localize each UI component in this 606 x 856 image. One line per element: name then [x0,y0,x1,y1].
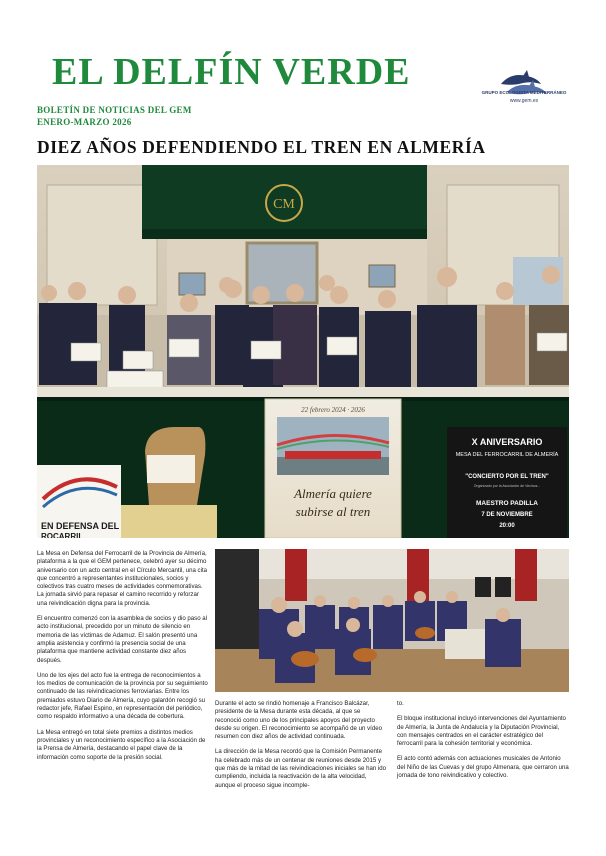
article-paragraph: La Mesa entregó en total siete premios a distintos medios provinciales y un reconocimiento específico a la Asociación de la Prensa de Almería, destacando el papel clave de la información como soporte de la presión social. [37,728,206,761]
article-paragraph: La Mesa en Defensa del Ferrocarril de la Provincia de Almería, plataforma a la que el GEM pertenece, celebró ayer su décimo aniversario con un acto central en el Círculo Mercantil, una cita que concentró a representantes institucionales, socios y colectivos tras cuatro meses de actividades conmemorativas. La jornada sirvió para repasar el camino recorrido y reforzar una reivindicación digna para la provincia. [37,550,208,607]
newsletter-masthead: EL DELFÍN VERDE [52,51,411,93]
main-event-photo [37,165,569,538]
concert-photo-illustration [215,549,569,692]
article-column-2 [215,700,387,797]
article-headline: DIEZ AÑOS DEFENDIENDO EL TREN EN ALMERÍA [37,137,486,157]
event-photo-illustration [37,165,569,538]
article-paragraph: Uno de los ejes del acto fue la entrega de reconocimientos a los medios de comunicación de la provincia por su seguimiento continuado de las reivindicaciones ferroviarias. Entre los premiados estuvo Diario de Almería, cuyo galardón recogió su redactor jefe, Rafael Espino, en representación del periódico, como respaldo informativo a una década de cobertura. [37,671,208,721]
article-column-1 [37,550,209,769]
article-paragraph: El acto contó además con actuaciones musicales de Antonio del Niño de las Cuevas y del grupo Almenara, que cerraron una jornada de tono reivindicativo y colectivo. [397,755,569,780]
article-paragraph: El bloque institucional incluyó intervenciones del Ayuntamiento de Almería, la Junta de Andalucía y la Diputación Provincial, con mensajes centrados en el carácter estratégico del ferrocarril para la cohesión territorial y económica. [397,715,566,748]
bulletin-name: BOLETÍN DE NOTICIAS DEL GEM [37,105,192,115]
left-sign-text-2: ROCARRIL [41,532,84,538]
banner-event: "CONCIERTO POR EL TREN" [465,474,549,480]
left-sign-text: EN DEFENSA DEL [41,521,120,531]
center-poster [265,399,401,538]
banner-title: X ANIVERSARIO [471,437,543,447]
article-paragraph: to. [397,700,404,707]
svg-text:CM: CM [273,197,295,212]
article-paragraph: La dirección de la Mesa recordó que la Comisión Permanente ha celebrado más de un centenar de reuniones desde 2015 y que más de la mitad de las reivindicaciones iniciales se han ido cumpliendo, incluida la reactivación de la alta velocidad, aunque el proceso sigue incomple- [215,748,387,789]
poster-date: 22 febrero 2024 · 2026 [301,406,365,414]
article-paragraph: Durante el acto se rindió homenaje a Francisco Balcázar, presidente de la Mesa durante esta década, al que se reconoció como uno de los principales apoyos del proyecto desde su origen. El reconocimiento se acompañó de un vídeo resumen con diez años de actividad continuada. [215,700,383,741]
banner-venue: MAESTRO PADILLA [476,500,538,507]
article-paragraph: El encuentro comenzó con la asamblea de socios y dio paso al acto institucional, precedido por un minuto de silencio en memoria de las víctimas de Adamuz. El salón presentó una amplia asistencia y confirmó la presencia social de una plataforma que mantiene actividad constante diez años después. [37,615,208,664]
banner-date: 7 DE NOVIEMBRE [481,512,533,518]
banner-subtitle: MESA DEL FERROCARRIL DE ALMERÍA [455,452,559,458]
banner-time: 20:00 [499,523,515,529]
logo-org-name: GRUPO ECOLOGISTA MEDITERRÁNEO [481,90,567,95]
anniversary-banner [447,427,567,538]
article-column-3 [397,700,569,787]
concert-photo [215,549,569,692]
poster-slogan-line2: subirse al tren [295,504,371,519]
poster-slogan-line1: Almería quiere [294,486,372,501]
banner-fine-print: Organizado por la Asociación de Vecinos... [473,484,541,488]
bulletin-date: ENERO-MARZO 2026 [37,117,132,127]
bulletin-subhead [37,104,192,128]
logo-url: www.gem.es [509,98,539,104]
